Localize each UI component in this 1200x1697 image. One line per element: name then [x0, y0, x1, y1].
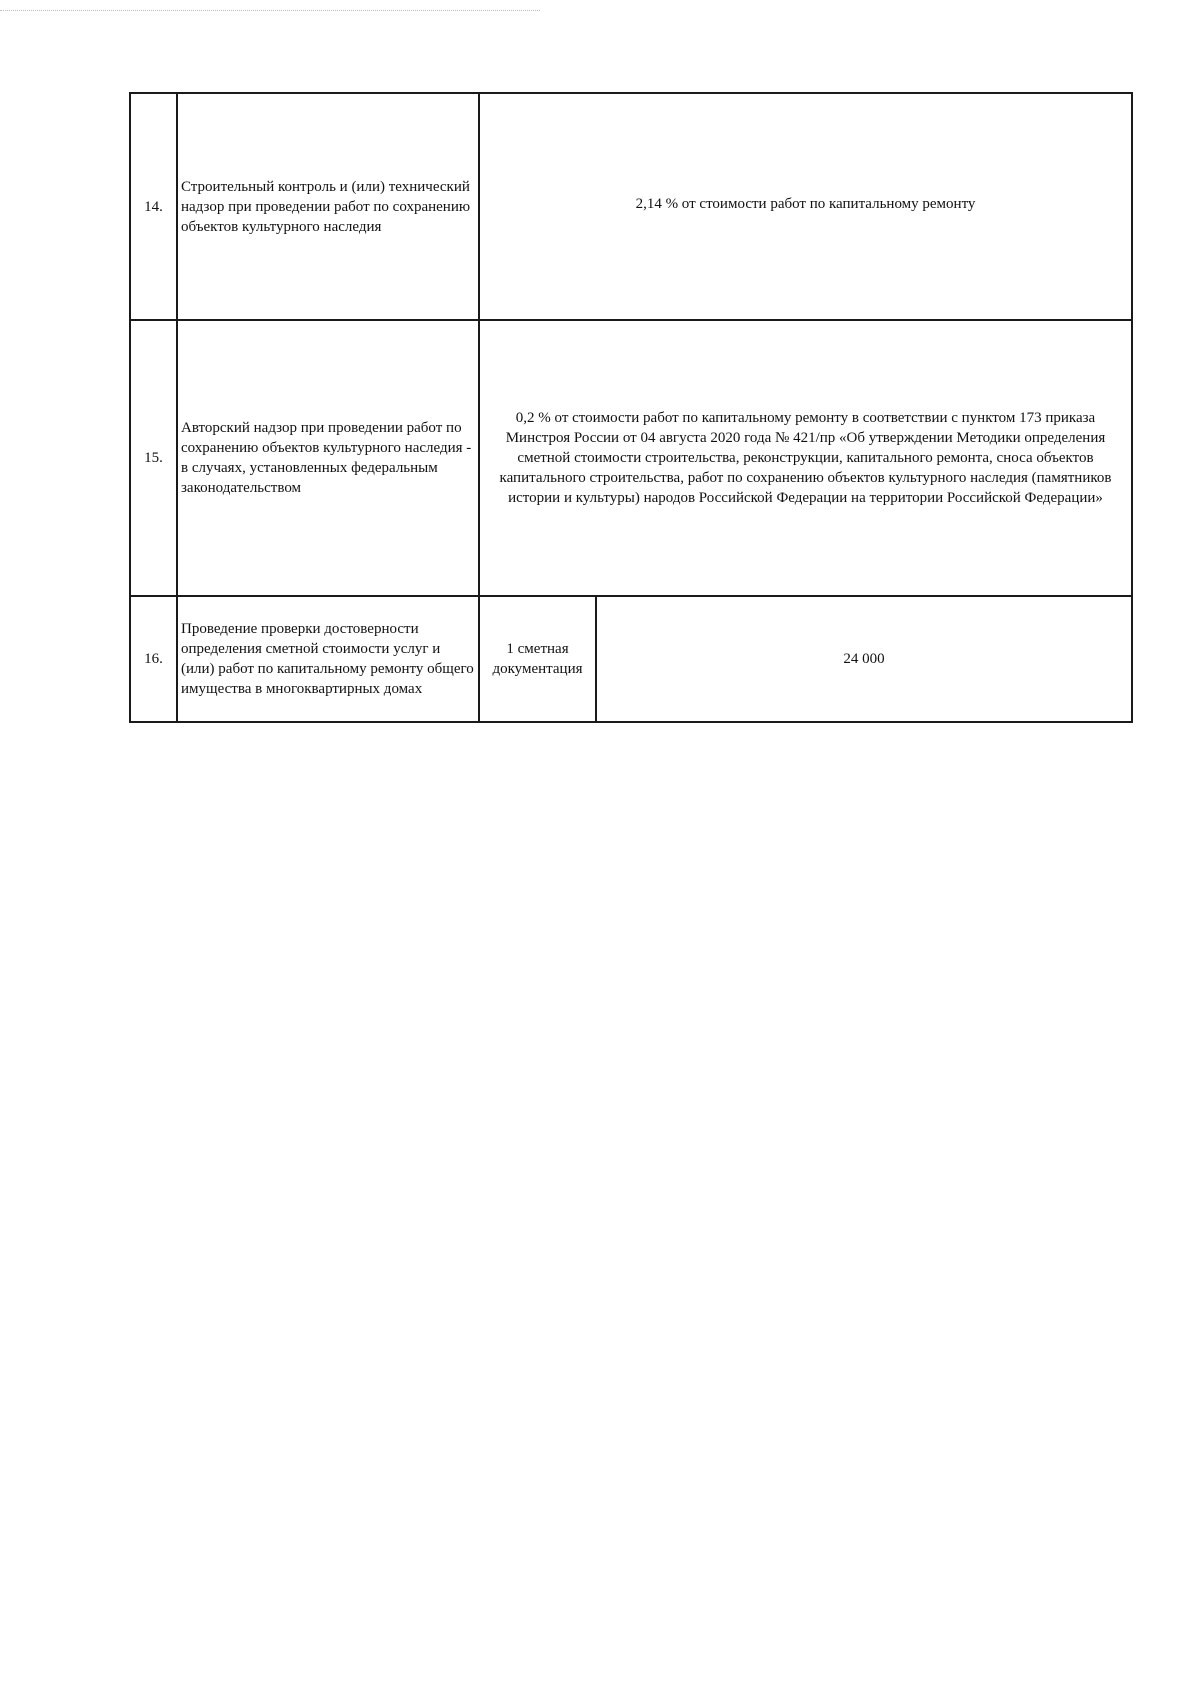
row-unit: 1 сметная документация [479, 596, 596, 722]
row-value: 24 000 [596, 596, 1132, 722]
row-value: 0,2 % от стоимости работ по капитальному ремонту в соответствии с пунктом 173 приказа Минстроя России от 04 августа 2020 года № 421/пр «Об утверждении Методики определения сметной стоимости строительства, реконструкции, капитального ремонта, сноса объектов капитального строительства, работ по сохранению объектов культурного наследия (памятников истории и культуры) народов Российской Федерации на территории Российской Федерации» [479, 320, 1132, 596]
row-number: 16. [130, 596, 177, 722]
table-row [130, 596, 1132, 722]
row-description: Авторский надзор при проведении работ по сохранению объектов культурного наследия - в случаях, установленных федеральным законодательством [177, 320, 479, 596]
row-number: 14. [130, 93, 177, 320]
table-row [130, 320, 1132, 596]
scan-artifact-line [0, 10, 540, 11]
services-table [129, 92, 1133, 723]
row-number: 15. [130, 320, 177, 596]
table-row [130, 93, 1132, 320]
row-value: 2,14 % от стоимости работ по капитальному ремонту [479, 93, 1132, 320]
row-description: Проведение проверки достоверности определения сметной стоимости услуг и (или) работ по капитальному ремонту общего имущества в многоквартирных домах [177, 596, 479, 722]
row-description: Строительный контроль и (или) технический надзор при проведении работ по сохранению объектов культурного наследия [177, 93, 479, 320]
